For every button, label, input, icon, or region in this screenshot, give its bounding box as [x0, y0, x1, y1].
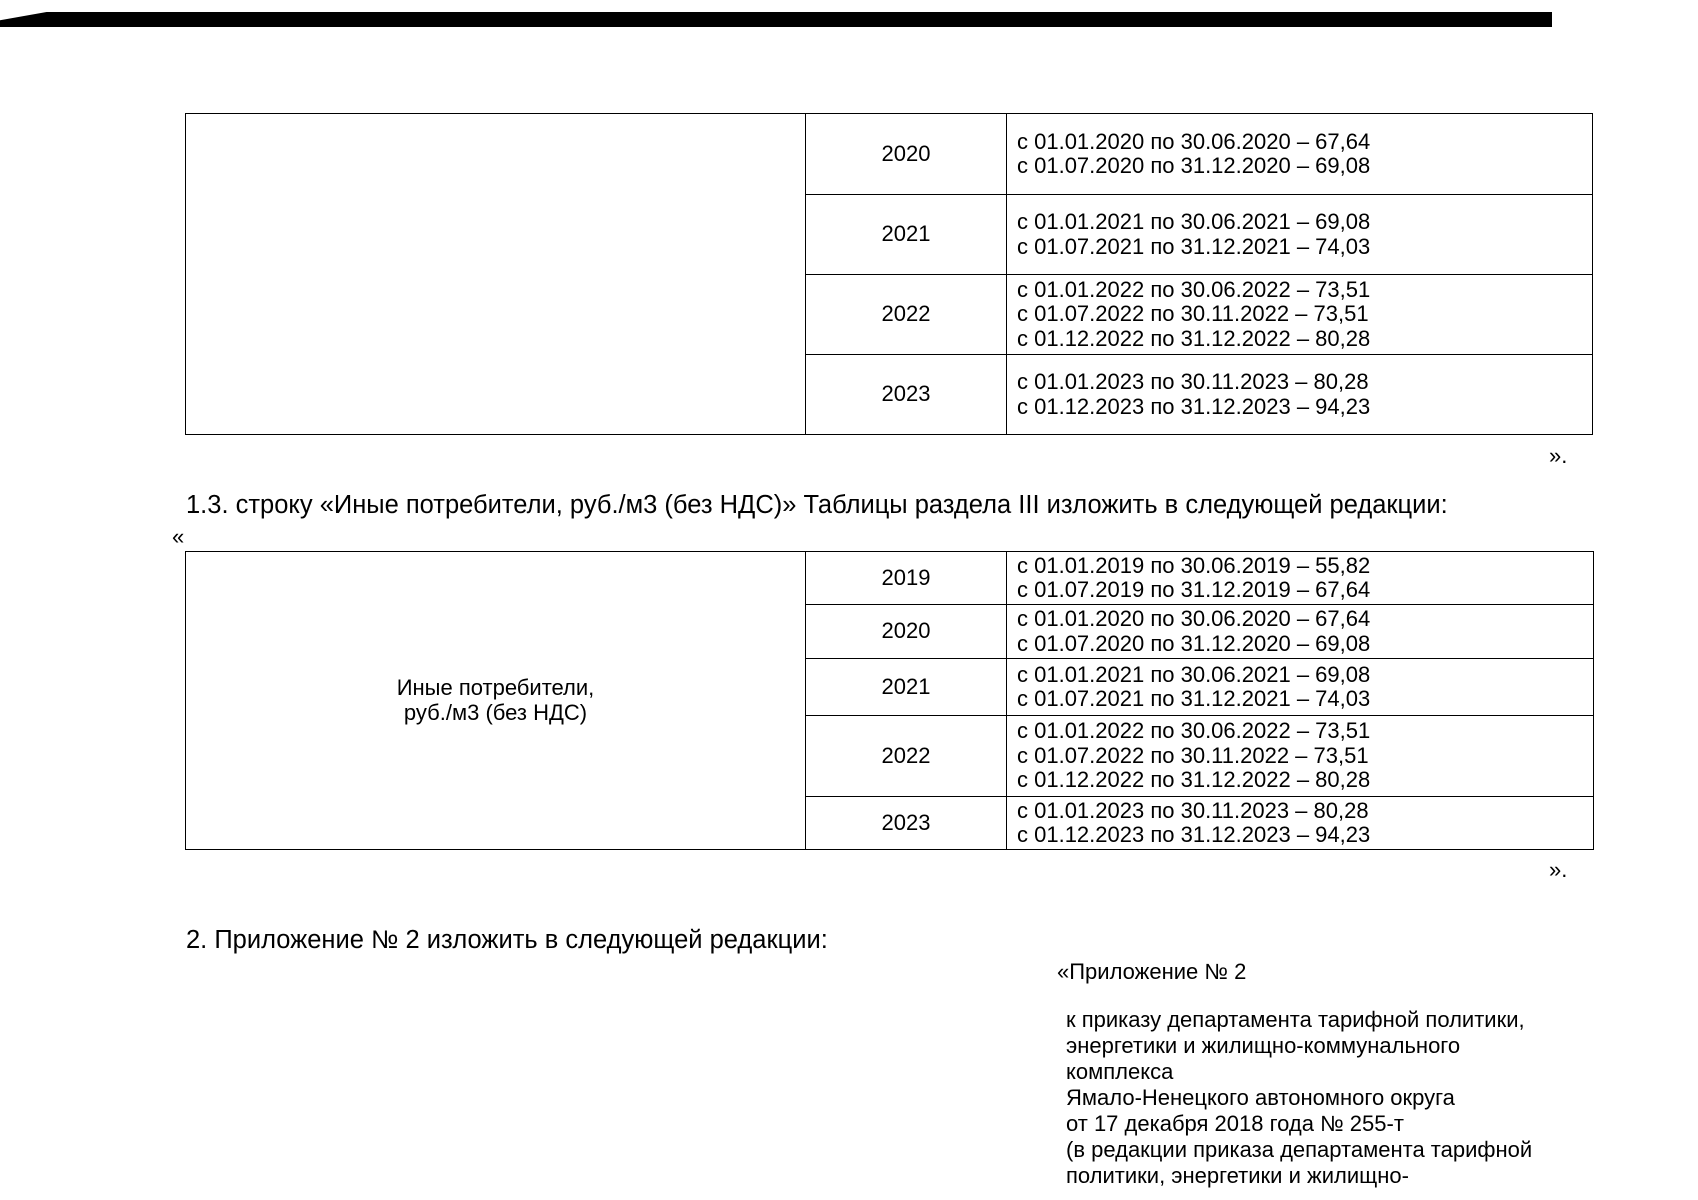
periods-cell [1007, 195, 1593, 275]
tariff-table-other-consumers [185, 551, 1594, 850]
tariff-table-continuation [185, 113, 1593, 435]
opening-quote: « [172, 524, 185, 549]
closing-quote: ». [1549, 857, 1568, 882]
period-line: с 01.07.2019 по 31.12.2019 – 67,64 [1017, 577, 1371, 602]
year-cell: 2022 [806, 716, 1007, 797]
period-line: с 01.01.2022 по 30.06.2022 – 73,51 [1017, 276, 1371, 302]
periods-cell [1007, 659, 1594, 716]
period-line: с 01.12.2023 по 31.12.2023 – 94,23 [1017, 822, 1371, 847]
period-line: с 01.01.2020 по 30.06.2020 – 67,64 [1017, 128, 1371, 154]
period-line: с 01.07.2022 по 30.11.2022 – 73,51 [1017, 742, 1369, 768]
appendix-line: к приказу департамента тарифной политики, [1066, 1007, 1525, 1032]
periods-cell [1007, 716, 1594, 797]
period-line: с 01.12.2023 по 31.12.2023 – 94,23 [1017, 393, 1371, 419]
year-cell: 2023 [806, 355, 1007, 435]
year-cell: 2021 [806, 659, 1007, 716]
appendix-title: «Приложение № 2 [1057, 959, 1247, 984]
consumer-cell [186, 114, 806, 435]
appendix-line: политики, энергетики и жилищно- [1066, 1163, 1409, 1188]
period-line: с 01.01.2021 по 30.06.2021 – 69,08 [1017, 661, 1371, 687]
year-cell: 2020 [806, 114, 1007, 195]
consumer-unit: руб./м3 (без НДС) [403, 699, 588, 725]
period-line: с 01.12.2022 по 31.12.2022 – 80,28 [1017, 767, 1371, 793]
period-line: с 01.01.2022 по 30.06.2022 – 73,51 [1017, 718, 1371, 744]
year-cell: 2022 [806, 275, 1007, 355]
closing-quote: ». [1549, 443, 1568, 468]
appendix-line: комплекса [1066, 1059, 1174, 1084]
scan-top-edge-bar [0, 12, 1552, 27]
period-line: с 01.01.2019 по 30.06.2019 – 55,82 [1017, 552, 1371, 578]
periods-cell [1007, 797, 1594, 850]
year-cell: 2019 [806, 552, 1007, 605]
appendix-line: Ямало-Ненецкого автономного округа [1066, 1085, 1455, 1110]
period-line: с 01.01.2020 по 30.06.2020 – 67,64 [1017, 606, 1371, 631]
appendix-line: от 17 декабря 2018 года № 255-т [1066, 1111, 1404, 1136]
period-line: с 01.07.2022 по 30.11.2022 – 73,51 [1017, 301, 1369, 327]
year-cell: 2023 [806, 797, 1007, 850]
period-line: с 01.01.2023 по 30.11.2023 – 80,28 [1017, 369, 1369, 394]
clause-1-3: 1.3. строку «Иные потребители, руб./м3 (без НДС)» Таблицы раздела III изложить в следующей редакции: [186, 491, 1448, 519]
appendix-line: энергетики и жилищно-коммунального [1066, 1033, 1461, 1058]
periods-cell [1007, 355, 1593, 435]
appendix-caption [1066, 1007, 1532, 1189]
periods-cell [1007, 605, 1594, 659]
period-line: с 01.01.2021 по 30.06.2021 – 69,08 [1017, 209, 1371, 234]
consumer-label: Иные потребители, [396, 675, 595, 700]
period-line: с 01.12.2022 по 31.12.2022 – 80,28 [1017, 325, 1371, 351]
year-cell: 2021 [806, 195, 1007, 275]
period-line: с 01.07.2021 по 31.12.2021 – 74,03 [1017, 686, 1371, 711]
year-cell: 2020 [806, 605, 1007, 659]
appendix-line: (в редакции приказа департамента тарифной [1066, 1137, 1533, 1162]
period-line: с 01.01.2023 по 30.11.2023 – 80,28 [1017, 797, 1369, 823]
clause-2: 2. Приложение № 2 изложить в следующей редакции: [186, 926, 828, 954]
periods-cell [1007, 552, 1594, 605]
period-line: с 01.07.2021 по 31.12.2021 – 74,03 [1017, 233, 1371, 259]
period-line: с 01.07.2020 по 31.12.2020 – 69,08 [1017, 630, 1371, 656]
periods-cell [1007, 275, 1593, 355]
period-line: с 01.07.2020 по 31.12.2020 – 69,08 [1017, 153, 1371, 178]
periods-cell [1007, 114, 1593, 195]
consumer-cell [186, 552, 806, 850]
